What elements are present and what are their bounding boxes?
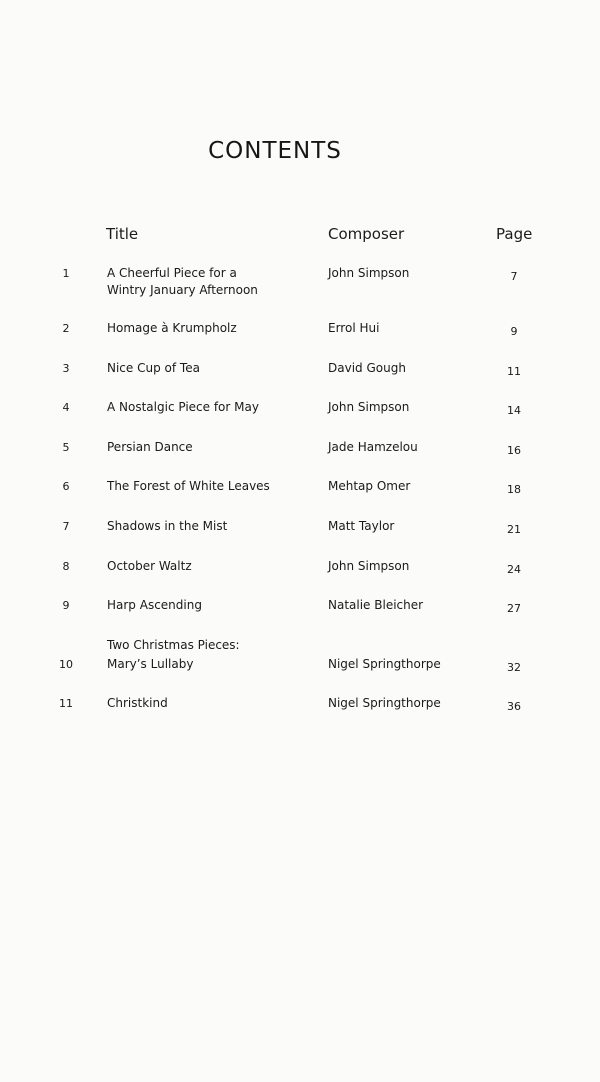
entry-page: 16 (507, 444, 521, 457)
entry-number: 5 (62, 441, 70, 454)
entry-title: The Forest of White Leaves (107, 479, 270, 493)
entry-number: 1 (62, 267, 70, 280)
column-header-page: Page (496, 225, 533, 243)
entry-title: Shadows in the Mist (107, 519, 228, 533)
entry-number: 11 (59, 697, 73, 710)
column-header-title: Title (106, 225, 139, 243)
entry-page: 36 (507, 700, 521, 713)
entry-title: Nice Cup of Tea (107, 361, 200, 375)
entry-composer: John Simpson (328, 400, 410, 414)
entry-title: Harp Ascending (107, 598, 202, 612)
entry-composer: Nigel Springthorpe (328, 696, 441, 710)
entry-title: October Waltz (107, 559, 192, 573)
entry-page: 24 (507, 563, 521, 576)
entry-number: 7 (62, 520, 70, 533)
entry-number: 3 (62, 362, 70, 375)
entry-page: 11 (507, 365, 521, 378)
entry-composer: Natalie Bleicher (328, 598, 424, 612)
entry-page: 14 (507, 404, 521, 417)
column-header-composer: Composer (328, 225, 405, 243)
entry-title: Persian Dance (107, 440, 193, 454)
entry-composer: Nigel Springthorpe (328, 657, 441, 671)
entry-title-line: Wintry January Afternoon (107, 283, 258, 297)
entry-number: 8 (62, 560, 70, 573)
entry-composer: John Simpson (328, 559, 410, 573)
entry-page: 9 (510, 325, 518, 338)
group-title: Two Christmas Pieces: (107, 638, 240, 652)
entry-title: Homage à Krumpholz (107, 321, 237, 335)
entry-composer: Errol Hui (328, 321, 380, 335)
page-heading: CONTENTS (208, 138, 342, 164)
entry-title: A Nostalgic Piece for May (107, 400, 259, 414)
entry-number: 10 (59, 658, 73, 671)
entry-title: Mary’s Lullaby (107, 657, 194, 671)
entry-number: 9 (62, 599, 70, 612)
entry-composer: David Gough (328, 361, 406, 375)
entry-number: 2 (62, 322, 70, 335)
entry-title-line: A Cheerful Piece for a (107, 266, 237, 280)
entry-composer: Matt Taylor (328, 519, 395, 533)
entry-number: 4 (62, 401, 70, 414)
entry-number: 6 (62, 480, 70, 493)
entry-page: 27 (507, 602, 521, 615)
entry-composer: John Simpson (328, 266, 410, 280)
entry-composer: Jade Hamzelou (328, 440, 418, 454)
entry-page: 7 (510, 270, 518, 283)
entry-page: 32 (507, 661, 521, 674)
entry-page: 21 (507, 523, 521, 536)
entry-title: Christkind (107, 696, 168, 710)
entry-composer: Mehtap Omer (328, 479, 411, 493)
entry-title (107, 265, 307, 299)
entry-page: 18 (507, 483, 521, 496)
